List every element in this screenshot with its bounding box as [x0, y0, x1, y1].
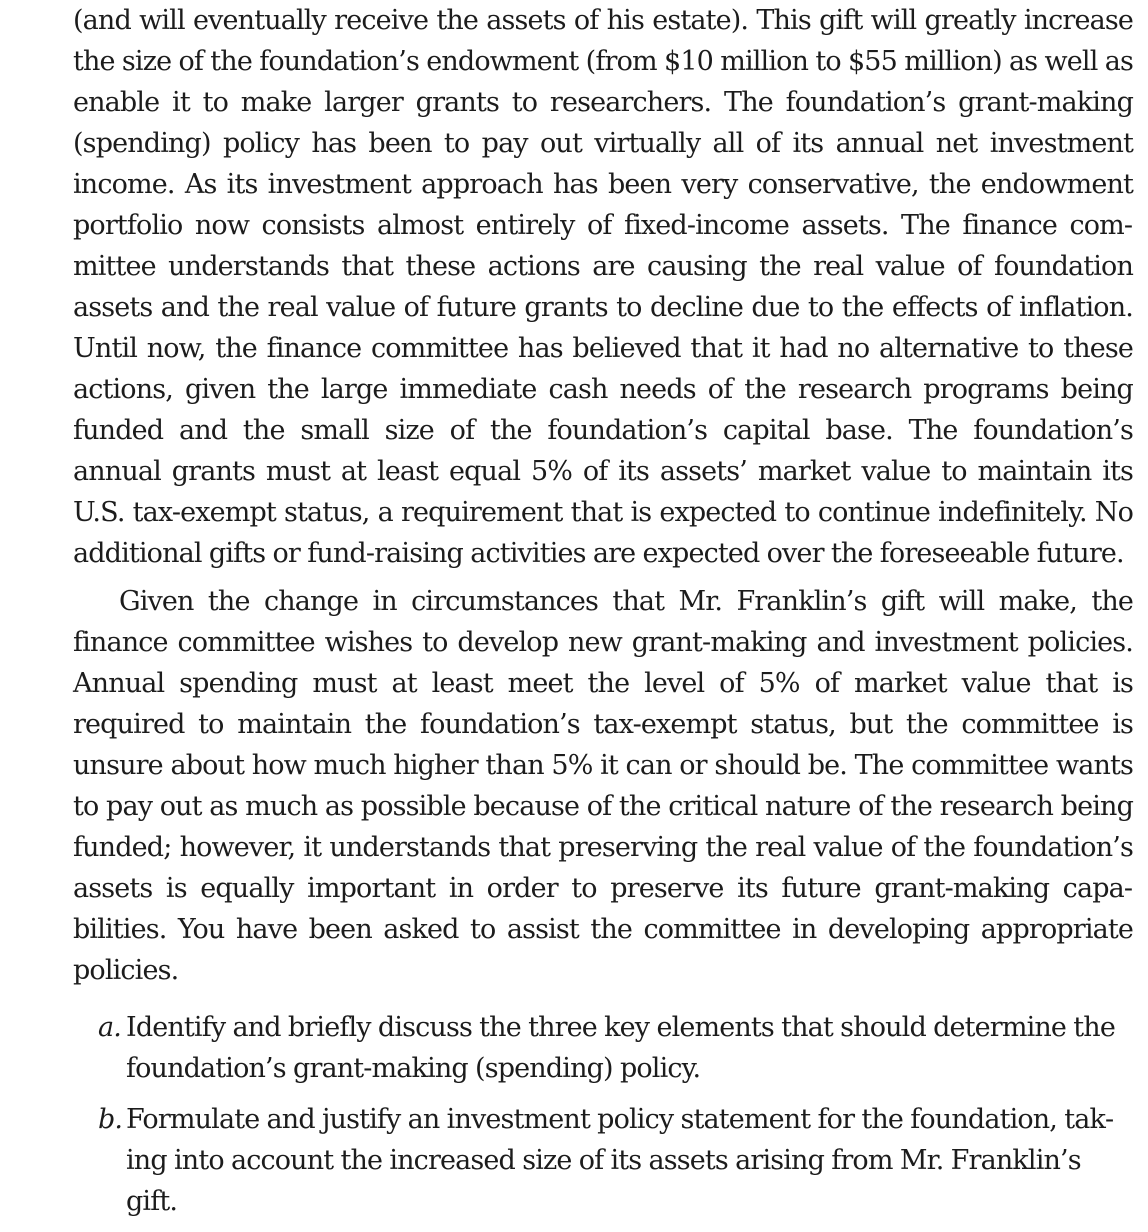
- question-item-a: [73, 1007, 1133, 1089]
- question-marker: b.: [98, 1104, 123, 1135]
- body-paragraph-1: (and will eventually receive the assets of his estate). This gift will greatly increase the size of the foundation’s endowment (from $10 million to $55 million) as well as enable it to make larger grants to researchers. The foundation’s grant-making (spending) policy has been to pay out virtually all of its annual net investment income. As its investment approach has been very conservative, the endowment portfolio now consists almost entirely of fixed-income assets. The finance committee understands that these actions are causing the real value of foundation assets and the real value of future grants to decline due to the effects of inflation. Until now, the finance committee has believed that it had no alternative to these actions, given the large immediate cash needs of the research programs being funded and the small size of the foundation’s capital base. The foundation’s annual grants must at least equal 5% of its assets’ market value to maintain its U.S. tax-exempt status, a requirement that is expected to continue indefinitely. No additional gifts or fund-raising activities are expected over the foreseeable future.: [73, 5, 1133, 569]
- question-text: Formulate and justify an investment policy statement for the foundation, taking into account the increased size of its assets arising from Mr. Franklin’s gift.: [126, 1104, 1115, 1217]
- question-list: [73, 1007, 1133, 1222]
- question-item-b: [73, 1099, 1133, 1222]
- question-text: Identify and briefly discuss the three key elements that should determine the foundation’s grant-making (spending) policy.: [126, 1012, 1115, 1084]
- body-paragraph-2: Given the change in circumstances that Mr. Franklin’s gift will make, the finance committee wishes to develop new grant-making and investment policies. Annual spending must at least meet the level of 5% of market value that is required to maintain the foundation’s tax-exempt status, but the committee is unsure about how much higher than 5% it can or should be. The committee wants to pay out as much as possible because of the critical nature of the research being funded; however, it understands that preserving the real value of the foundation’s assets is equally important in order to preserve its future grant-making capabilities. You have been asked to assist the committee in developing appropriate policies.: [73, 586, 1133, 986]
- question-marker: a.: [98, 1012, 121, 1043]
- document-page: [73, 0, 1133, 1232]
